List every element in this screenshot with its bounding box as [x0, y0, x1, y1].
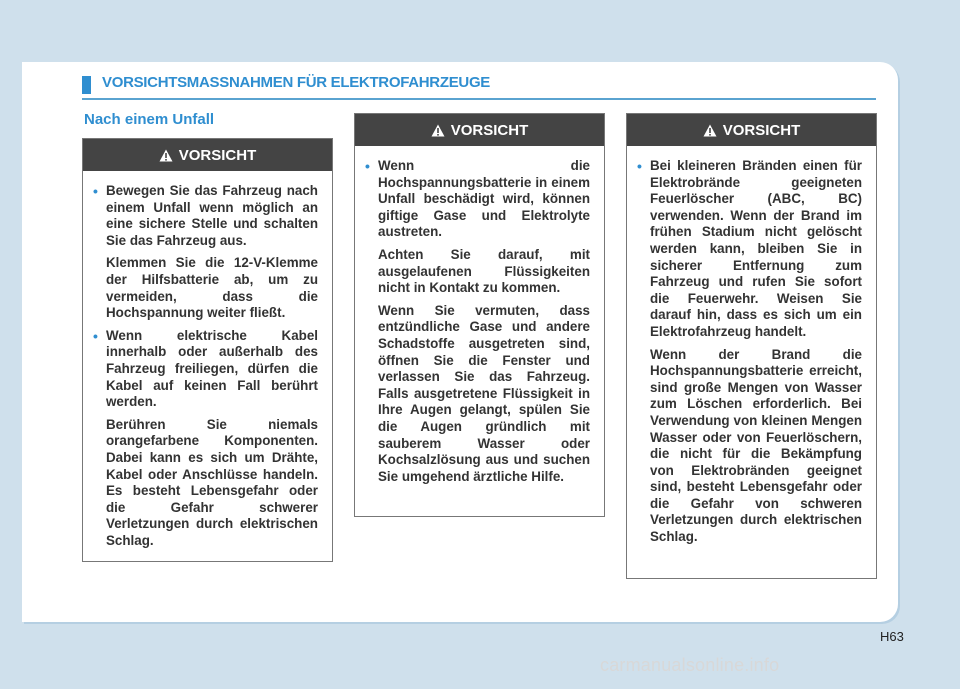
caution-paragraph: Wenn Sie vermuten, dass entzündliche Gase und andere Schadstoffe ausgetreten sind, öffnen Sie die Fenster und verlassen Sie das Fahrzeug. Falls ausgetretene Flüssigkeit in Ihre Augen gelangt, spülen Sie die Augen gründlich mit sauberem Wasser oder Kochsalzlösung aus und suchen Sie umgehend ärztliche Hilfe.: [378, 302, 590, 484]
subsection-title: Nach einem Unfall: [84, 111, 215, 128]
caution-paragraph: • Wenn die Hochspannungsbatterie in einem Unfall beschädigt wird, können giftige Gase und Elektrolyte austreten.: [369, 158, 590, 241]
section-header: [82, 72, 876, 100]
caution-label: VORSICHT: [178, 146, 257, 164]
warning-icon: [159, 149, 173, 162]
caution-paragraph: Klemmen Sie die 12-V-Klemme der Hilfsbatterie ab, um zu vermeiden, dass die Hochspannung weiter fließt.: [106, 255, 318, 321]
warning-icon: [431, 124, 445, 137]
caution-paragraph: Achten Sie darauf, mit ausgelaufenen Flüssigkeiten nicht in Kontakt zu kommen.: [378, 246, 590, 296]
caution-paragraph: • Bei kleineren Bränden einen für Elektrobrände geeigneten Feuerlöscher (ABC, BC) verwenden. Wenn der Brand im frühen Stadium nicht gelöscht werden kann, bleiben Sie in sicherer Entfernung zum Fahrzeug und rufen Sie sofort die Feuerwehr. Weisen Sie darauf hin, dass es sich um ein Elektrofahrzeug handelt.: [641, 158, 862, 341]
caution-paragraph: • Wenn elektrische Kabel innerhalb oder außerhalb des Fahrzeug freiliegen, dürfen die Kabel auf keinen Fall berührt werden.: [97, 328, 318, 411]
header-accent-bar: [82, 76, 91, 94]
watermark: carmanualsonline.info: [600, 655, 780, 675]
caution-box-body: [83, 171, 332, 563]
caution-paragraph: Berühren Sie niemals orangefarbene Komponenten. Dabei kann es sich um Drähte, Kabel oder Anschlüsse handeln. Es besteht Lebensgefahr oder die Gefahr schwerer Verletzungen durch elektrischen Schlag.: [106, 416, 318, 548]
caution-label: VORSICHT: [450, 121, 529, 139]
section-title: VORSICHTSMASSNAHMEN FÜR ELEKTROFAHRZEUGE: [102, 74, 491, 91]
caution-box-2: [354, 113, 605, 517]
caution-box-3: [626, 113, 877, 579]
caution-box-header: [627, 114, 876, 146]
caution-box-1: [82, 138, 333, 562]
warning-icon: [703, 124, 717, 137]
caution-box-header: [355, 114, 604, 146]
caution-box-body: [627, 146, 876, 560]
caution-box-body: [355, 146, 604, 499]
page-number: H63: [880, 629, 904, 644]
caution-paragraph: • Bewegen Sie das Fahrzeug nach einem Unfall wenn möglich an eine sichere Stelle und schalten Sie das Fahrzeug aus.: [97, 183, 318, 249]
caution-box-header: [83, 139, 332, 171]
caution-paragraph: Wenn der Brand die Hochspannungsbatterie erreicht, sind große Mengen von Wasser zum Löschen erforderlich. Bei Verwendung von kleinen Mengen Wasser oder von Feuerlöschern, die nicht für die Bekämpfung von Elektrobränden geeignet sind, besteht Lebensgefahr oder die Gefahr von schweren Verletzungen durch elektrischen Schlag.: [650, 346, 862, 545]
caution-label: VORSICHT: [722, 121, 801, 139]
